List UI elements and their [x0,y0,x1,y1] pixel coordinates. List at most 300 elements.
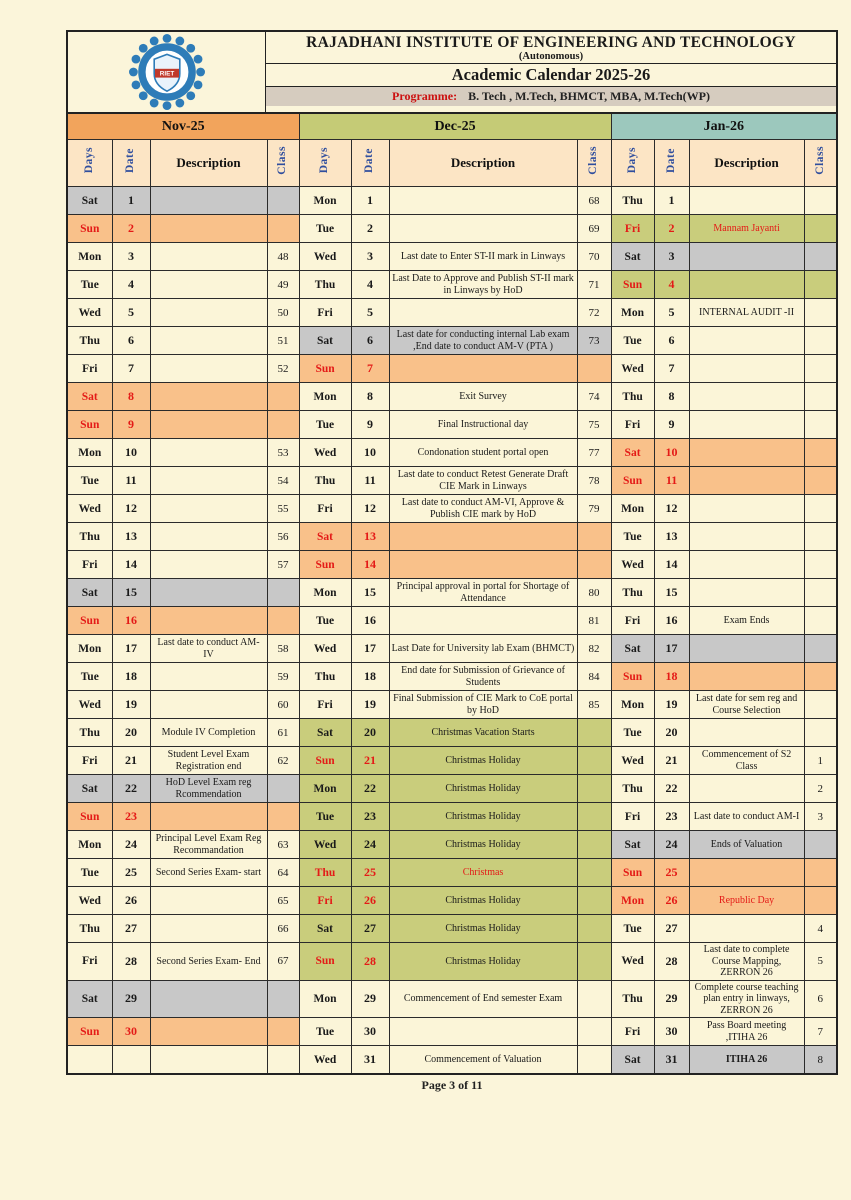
description-cell: Final Submission of CIE Mark to CoE portal by HoD [389,691,577,719]
day-cell: Sat [611,1046,654,1075]
description-cell: Commencement of Valuation [389,1046,577,1075]
description-cell: Last date to conduct AM-I [689,803,804,831]
class-count-cell [267,579,299,607]
calendar-row [67,607,837,635]
description-cell [150,915,267,943]
class-count-cell: 82 [577,635,611,663]
date-cell: 5 [654,299,689,327]
description-cell: INTERNAL AUDIT -II [689,299,804,327]
class-count-cell [804,383,837,411]
description-cell [150,411,267,439]
date-cell: 5 [112,299,150,327]
colheader-description-nov-25: Description [150,140,267,187]
class-count-cell: 2 [804,775,837,803]
description-cell: Christmas Holiday [389,915,577,943]
day-cell: Sun [299,551,351,579]
day-cell: Mon [299,980,351,1018]
date-cell: 26 [351,887,389,915]
page-number: Page 3 of 11 [421,1078,483,1092]
class-count-cell: 1 [804,747,837,775]
class-count-cell: 71 [577,271,611,299]
class-count-cell: 58 [267,635,299,663]
autonomous-label: (Autonomous) [518,51,584,62]
description-cell: HoD Level Exam reg Rcommendation [150,775,267,803]
date-cell: 1 [654,187,689,215]
class-count-cell: 50 [267,299,299,327]
date-cell: 29 [654,980,689,1018]
calendar-row [67,943,837,981]
class-count-cell: 51 [267,327,299,355]
day-cell: Sat [611,635,654,663]
colheader-days-dec-25: Days [299,140,351,187]
institute-title-row [266,32,836,64]
class-count-cell [804,859,837,887]
calendar-row [67,439,837,467]
calendar-body [67,187,837,1075]
description-cell: Christmas Holiday [389,887,577,915]
class-count-cell: 52 [267,355,299,383]
day-cell: Fri [611,803,654,831]
day-cell: Mon [611,691,654,719]
description-cell [150,887,267,915]
date-cell: 17 [112,635,150,663]
description-cell: ITIHA 26 [689,1046,804,1075]
day-cell: Mon [67,635,112,663]
date-cell: 15 [351,579,389,607]
calendar-row [67,299,837,327]
calendar-document [66,30,838,1093]
class-count-cell [577,719,611,747]
date-cell: 26 [654,887,689,915]
date-cell: 25 [654,859,689,887]
day-cell: Sun [611,467,654,495]
colheader-class-jan-26: Class [804,140,837,187]
day-cell: Thu [299,467,351,495]
description-cell: Second Series Exam- start [150,859,267,887]
description-cell [689,495,804,523]
date-cell: 28 [654,943,689,981]
date-cell: 3 [351,243,389,271]
day-cell: Mon [611,495,654,523]
day-cell: Mon [299,383,351,411]
day-cell: Tue [299,215,351,243]
date-cell: 27 [112,915,150,943]
description-cell: Last date for sem reg and Course Selection [689,691,804,719]
day-cell: Sun [67,411,112,439]
date-cell: 22 [112,775,150,803]
date-cell: 30 [654,1018,689,1046]
day-cell: Tue [67,271,112,299]
date-cell: 14 [654,551,689,579]
day-cell: Tue [299,1018,351,1046]
date-cell: 4 [654,271,689,299]
class-count-cell: 70 [577,243,611,271]
date-cell: 18 [112,663,150,691]
header-text-block [266,32,836,112]
calendar-row [67,495,837,523]
class-count-cell: 84 [577,663,611,691]
description-cell [389,551,577,579]
class-count-cell: 85 [577,691,611,719]
class-count-cell [804,691,837,719]
class-count-cell: 7 [804,1018,837,1046]
class-count-cell [804,327,837,355]
description-cell: Last date for conducting internal Lab exam ,End date to conduct AM-V (PTA ) [389,327,577,355]
day-cell: Wed [299,1046,351,1075]
day-cell: Sat [299,327,351,355]
class-count-cell [577,747,611,775]
class-count-cell [267,980,299,1018]
description-cell [689,775,804,803]
day-cell: Sat [299,523,351,551]
calendar-row [67,579,837,607]
description-cell: Student Level Exam Registration end [150,747,267,775]
class-count-cell [267,1046,299,1075]
class-count-cell: 53 [267,439,299,467]
description-cell: Christmas Holiday [389,803,577,831]
date-cell: 30 [351,1018,389,1046]
calendar-row [67,915,837,943]
description-cell [689,663,804,691]
class-count-cell [577,775,611,803]
description-cell: Mannam Jayanti [689,215,804,243]
class-count-cell: 4 [804,915,837,943]
day-cell: Wed [611,551,654,579]
description-cell: Christmas Holiday [389,747,577,775]
day-cell: Thu [299,663,351,691]
date-cell: 12 [112,495,150,523]
day-cell: Sun [611,271,654,299]
date-cell: 14 [112,551,150,579]
description-cell [389,187,577,215]
date-cell: 6 [654,327,689,355]
description-cell [150,383,267,411]
day-cell: Tue [611,327,654,355]
class-count-cell [577,915,611,943]
description-cell: End date for Submission of Grievance of Students [389,663,577,691]
date-cell: 21 [654,747,689,775]
day-cell: Sat [67,980,112,1018]
calendar-row [67,1018,837,1046]
colheader-class-dec-25: Class [577,140,611,187]
day-cell [67,1046,112,1075]
day-cell: Tue [299,803,351,831]
class-count-cell: 3 [804,803,837,831]
date-cell: 3 [112,243,150,271]
class-count-cell: 48 [267,243,299,271]
day-cell: Thu [67,915,112,943]
day-cell: Sat [67,187,112,215]
calendar-row [67,719,837,747]
description-cell: Principal approval in portal for Shortage of Attendance [389,579,577,607]
calendar-row [67,691,837,719]
day-cell: Tue [67,859,112,887]
date-cell: 19 [112,691,150,719]
day-cell: Thu [611,383,654,411]
institute-logo [68,32,266,112]
description-cell: Last Date for University lab Exam (BHMCT) [389,635,577,663]
description-cell [150,691,267,719]
day-cell: Tue [299,411,351,439]
date-cell: 9 [654,411,689,439]
description-cell [150,803,267,831]
class-count-cell [577,887,611,915]
description-cell [689,915,804,943]
description-cell [150,1018,267,1046]
day-cell: Sat [67,775,112,803]
date-cell: 6 [351,327,389,355]
description-cell: Final Instructional day [389,411,577,439]
date-cell: 4 [351,271,389,299]
class-count-cell [267,803,299,831]
date-cell: 5 [351,299,389,327]
description-cell [689,439,804,467]
day-cell: Wed [67,495,112,523]
date-cell [112,1046,150,1075]
class-count-cell [267,607,299,635]
day-cell: Sat [611,243,654,271]
description-cell [150,579,267,607]
class-count-cell: 59 [267,663,299,691]
class-count-cell [804,579,837,607]
date-cell: 15 [112,579,150,607]
class-count-cell: 60 [267,691,299,719]
date-cell: 22 [351,775,389,803]
description-cell: Ends of Valuation [689,831,804,859]
calendar-row [67,467,837,495]
day-cell: Fri [299,299,351,327]
day-cell: Sun [67,215,112,243]
day-cell: Fri [67,747,112,775]
date-cell: 20 [351,719,389,747]
date-cell: 26 [112,887,150,915]
date-cell: 12 [351,495,389,523]
class-count-cell: 63 [267,831,299,859]
date-cell: 30 [112,1018,150,1046]
date-cell: 20 [654,719,689,747]
description-cell [389,1018,577,1046]
date-cell: 1 [351,187,389,215]
calendar-row [67,747,837,775]
date-cell: 9 [112,411,150,439]
class-count-cell: 6 [804,980,837,1018]
date-cell: 31 [654,1046,689,1075]
date-cell: 27 [654,915,689,943]
class-count-cell [267,411,299,439]
calendar-row [67,411,837,439]
day-cell: Mon [611,299,654,327]
description-cell [689,579,804,607]
class-count-cell [267,187,299,215]
day-cell: Wed [299,635,351,663]
date-cell: 27 [351,915,389,943]
class-count-cell [577,943,611,981]
class-count-cell [804,523,837,551]
class-count-cell [577,831,611,859]
description-cell [389,523,577,551]
date-cell: 24 [654,831,689,859]
description-cell [150,663,267,691]
class-count-cell: 77 [577,439,611,467]
date-cell: 12 [654,495,689,523]
day-cell: Thu [67,523,112,551]
class-count-cell: 81 [577,607,611,635]
calendar-row [67,635,837,663]
class-count-cell [577,1046,611,1075]
class-count-cell [804,551,837,579]
calendar-row [67,663,837,691]
date-cell: 21 [112,747,150,775]
description-cell: Christmas Holiday [389,775,577,803]
description-cell: Second Series Exam- End [150,943,267,981]
date-cell: 7 [112,355,150,383]
date-cell: 29 [351,980,389,1018]
day-cell: Fri [611,215,654,243]
date-cell: 1 [112,187,150,215]
class-count-cell: 54 [267,467,299,495]
description-cell [689,523,804,551]
class-count-cell [804,887,837,915]
description-cell [689,551,804,579]
description-cell [689,719,804,747]
day-cell: Tue [67,467,112,495]
calendar-row [67,803,837,831]
description-cell: Last date to complete Course Mapping, ZERRON 26 [689,943,804,981]
day-cell: Fri [67,943,112,981]
class-count-cell: 75 [577,411,611,439]
date-cell: 10 [654,439,689,467]
description-cell: Republic Day [689,887,804,915]
logo-text: RIET [159,70,174,78]
class-count-cell [804,299,837,327]
date-cell: 13 [654,523,689,551]
description-cell [150,187,267,215]
description-cell [150,243,267,271]
calendar-row [67,859,837,887]
description-cell [689,271,804,299]
column-header-row [67,140,837,187]
day-cell: Wed [611,943,654,981]
day-cell: Sun [67,607,112,635]
description-cell: Condonation student portal open [389,439,577,467]
date-cell: 2 [654,215,689,243]
description-cell [150,980,267,1018]
class-count-cell [804,355,837,383]
day-cell: Mon [67,243,112,271]
calendar-title: Academic Calendar 2025-26 [266,64,836,87]
date-cell: 28 [351,943,389,981]
day-cell: Thu [299,859,351,887]
colheader-days-nov-25: Days [67,140,112,187]
class-count-cell [577,355,611,383]
class-count-cell: 66 [267,915,299,943]
date-cell: 4 [112,271,150,299]
description-cell [689,383,804,411]
date-cell: 2 [351,215,389,243]
colheader-description-jan-26: Description [689,140,804,187]
colheader-description-dec-25: Description [389,140,577,187]
description-cell [150,355,267,383]
day-cell: Thu [611,187,654,215]
description-cell [150,327,267,355]
class-count-cell: 8 [804,1046,837,1075]
date-cell: 3 [654,243,689,271]
class-count-cell [804,439,837,467]
description-cell [389,215,577,243]
class-count-cell [804,411,837,439]
description-cell: Module IV Completion [150,719,267,747]
class-count-cell: 5 [804,943,837,981]
description-cell: Last date to conduct Retest Generate Draft CIE Mark in Linways [389,467,577,495]
description-cell: Christmas Holiday [389,831,577,859]
class-count-cell [804,495,837,523]
description-cell: Last Date to Approve and Publish ST-II mark in Linways by HoD [389,271,577,299]
date-cell: 17 [654,635,689,663]
date-cell: 23 [112,803,150,831]
class-count-cell: 69 [577,215,611,243]
date-cell: 24 [112,831,150,859]
description-cell [689,635,804,663]
document-header [66,30,838,112]
class-count-cell: 74 [577,383,611,411]
day-cell: Mon [611,887,654,915]
day-cell: Wed [299,439,351,467]
class-count-cell [804,663,837,691]
description-cell [689,187,804,215]
description-cell [689,467,804,495]
class-count-cell: 78 [577,467,611,495]
day-cell: Mon [299,775,351,803]
day-cell: Sun [611,859,654,887]
date-cell: 15 [654,579,689,607]
class-count-cell [804,215,837,243]
class-count-cell: 67 [267,943,299,981]
description-cell: Complete course teaching plan entry in linways, ZERRON 26 [689,980,804,1018]
day-cell: Thu [611,579,654,607]
calendar-row [67,215,837,243]
calendar-row [67,271,837,299]
description-cell [389,355,577,383]
day-cell: Tue [611,719,654,747]
day-cell: Mon [299,579,351,607]
day-cell: Sun [299,747,351,775]
day-cell: Wed [611,747,654,775]
date-cell: 16 [112,607,150,635]
day-cell: Fri [299,495,351,523]
description-cell: Commencement of S2 Class [689,747,804,775]
calendar-row [67,523,837,551]
date-cell: 11 [351,467,389,495]
description-cell [150,523,267,551]
calendar-row [67,383,837,411]
date-cell: 13 [112,523,150,551]
day-cell: Fri [67,355,112,383]
day-cell: Fri [611,1018,654,1046]
description-cell [150,271,267,299]
day-cell: Tue [611,915,654,943]
date-cell: 10 [112,439,150,467]
date-cell: 18 [654,663,689,691]
description-cell [389,607,577,635]
programme-row [266,87,836,106]
description-cell [150,495,267,523]
date-cell: 11 [654,467,689,495]
class-count-cell [577,980,611,1018]
date-cell: 22 [654,775,689,803]
class-count-cell: 73 [577,327,611,355]
description-cell: Exam Ends [689,607,804,635]
class-count-cell: 64 [267,859,299,887]
